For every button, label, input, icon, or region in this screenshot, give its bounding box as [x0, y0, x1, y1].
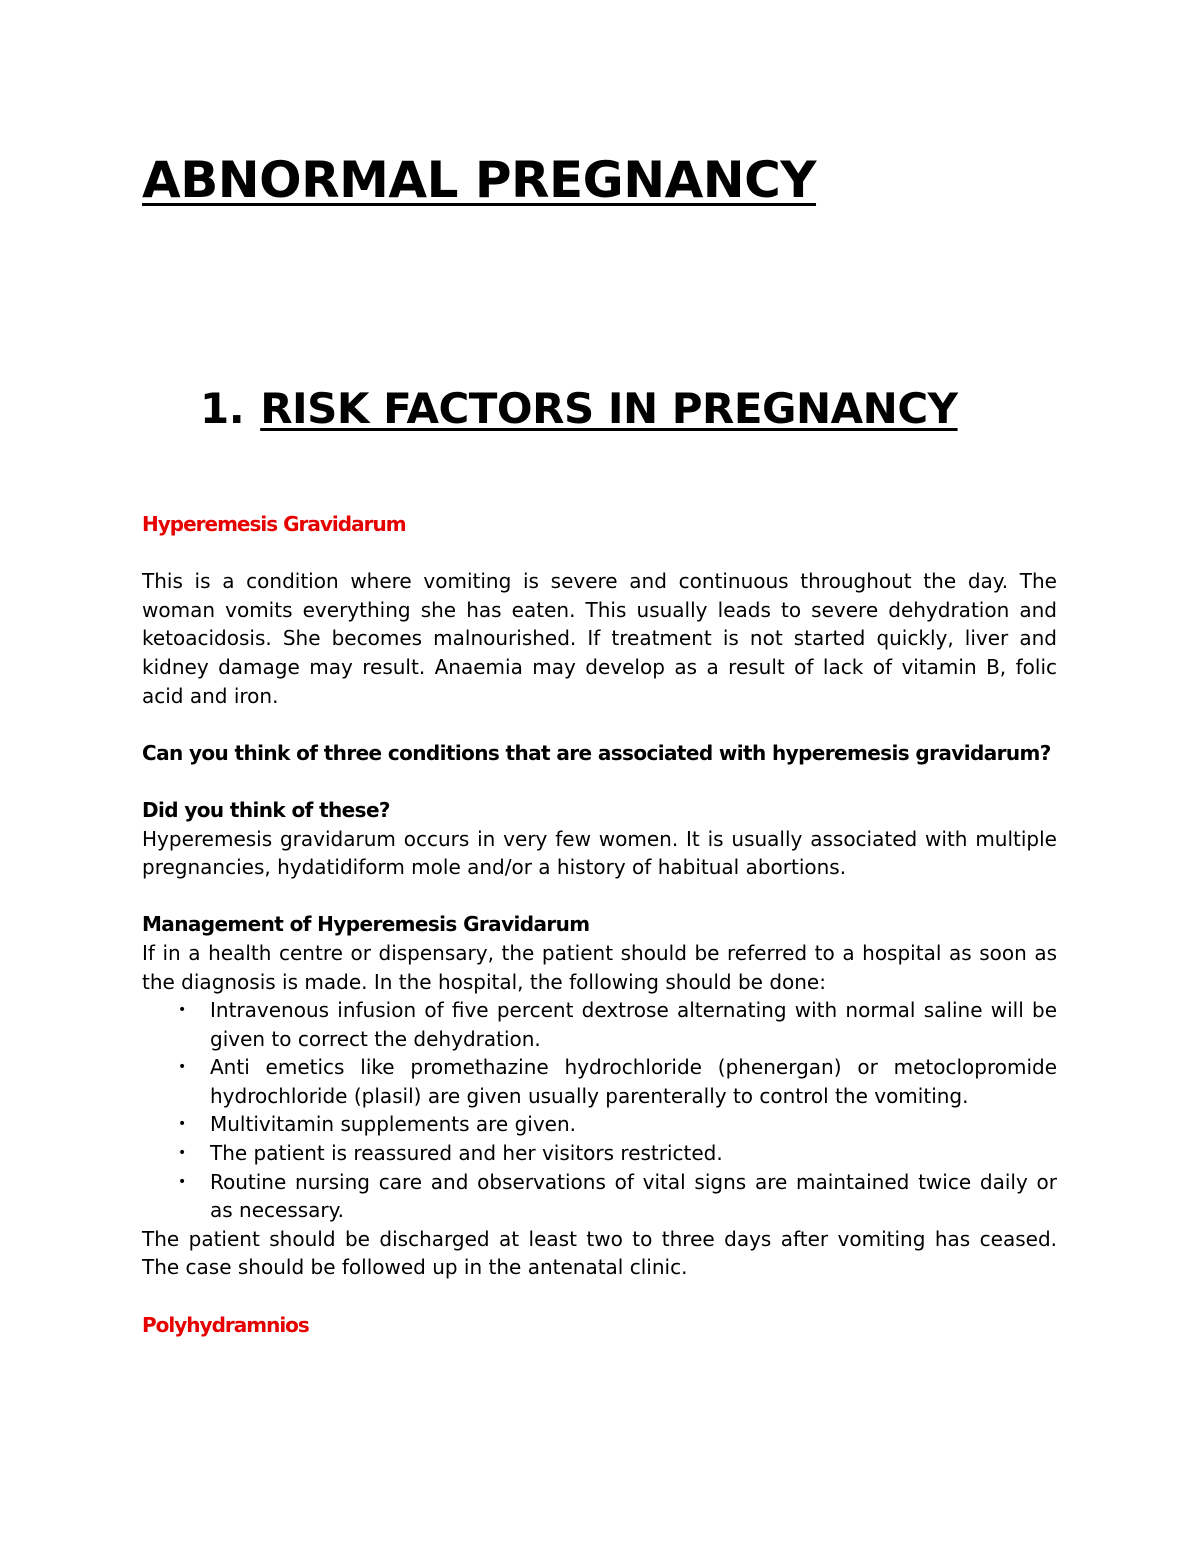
- spacer: [142, 710, 1057, 739]
- list-item-text: Anti emetics like promethazine hydrochloride (phenergan) or metoclopromide hydrochloride (plasil) are given usually parenterally to control the vomiting.: [210, 1055, 1057, 1108]
- list-item-text: The patient is reassured and her visitors restricted.: [210, 1141, 723, 1166]
- list-item: [178, 1168, 1057, 1225]
- management-list: [142, 996, 1057, 1225]
- document-body: [142, 510, 1057, 1339]
- list-item: [178, 996, 1057, 1053]
- bullet-icon: •: [178, 1116, 187, 1133]
- spacer: [142, 767, 1057, 796]
- bullet-icon: •: [178, 1145, 187, 1162]
- management-heading: Management of Hyperemesis Gravidarum: [142, 912, 590, 937]
- hyperemesis-intro-paragraph: This is a condition where vomiting is severe and continuous throughout the day. The woman vomits everything she has eaten. This usually leads to severe dehydration and ketoacidosis. She becomes malnourished. If treatment is not started quickly, liver and kidney damage may result. Anaemia may develop as a result of lack of vitamin B, folic acid and iron.: [142, 569, 1057, 708]
- subheading-hyperemesis: Hyperemesis Gravidarum: [142, 512, 406, 536]
- bullet-icon: •: [178, 1059, 187, 1076]
- list-item-text: Multivitamin supplements are given.: [210, 1112, 577, 1137]
- document-title: ABNORMAL PREGNANCY: [142, 151, 817, 209]
- section-heading-text: RISK FACTORS IN PREGNANCY: [260, 384, 958, 433]
- answer-heading: Did you think of these?: [142, 797, 390, 822]
- bullet-icon: •: [178, 1002, 187, 1019]
- list-item: [178, 1110, 1057, 1139]
- list-item: [178, 1139, 1057, 1168]
- answer-paragraph: Hyperemesis gravidarum occurs in very few women. It is usually associated with multiple pregnancies, hydatidiform mole and/or a history of habitual abortions.: [142, 826, 1057, 880]
- management-intro-paragraph: If in a health centre or dispensary, the patient should be referred to a hospital as soon as the diagnosis is made. In the hospital, the following should be done:: [142, 940, 1057, 994]
- management-closing-paragraph: The patient should be discharged at least two to three days after vomiting has ceased. The case should be followed up in the antenatal clinic.: [142, 1226, 1057, 1280]
- spacer: [142, 539, 1057, 568]
- question-text: Can you think of three conditions that are associated with hyperemesis gravidarum?: [142, 740, 1051, 765]
- subheading-polyhydramnios: Polyhydramnios: [142, 1312, 309, 1337]
- list-item-text: Routine nursing care and observations of vital signs are maintained twice daily or as necessary.: [210, 1169, 1057, 1223]
- bullet-icon: •: [178, 1173, 187, 1190]
- section-heading: [200, 384, 958, 434]
- list-item-text: Intravenous infusion of five percent dextrose alternating with normal saline will be given to correct the dehydration.: [210, 998, 1057, 1051]
- section-number: 1.: [200, 384, 245, 433]
- list-item: [178, 1053, 1057, 1110]
- spacer: [142, 882, 1057, 911]
- spacer: [142, 1282, 1057, 1311]
